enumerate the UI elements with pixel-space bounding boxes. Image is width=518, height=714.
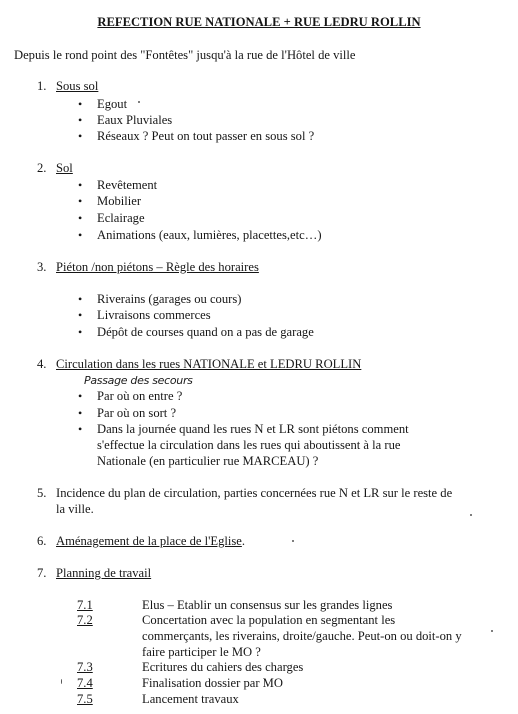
subsection-text: Elus – Etablir un consensus sur les grandes lignes	[142, 598, 393, 612]
list-item: • Eaux Pluviales	[97, 112, 172, 128]
list-item-continuation: s'effectue la circulation dans les rues qui aboutissent à la rue	[97, 438, 401, 452]
subsection-text: Finalisation dossier par MO	[142, 676, 283, 690]
section-text: la ville.	[56, 502, 94, 516]
section-number: 4.	[37, 357, 47, 371]
subsection-number: 7.4	[77, 676, 93, 690]
document-title: REFECTION RUE NATIONALE + RUE LEDRU ROLLIN	[97, 15, 421, 29]
section-title-line	[56, 533, 245, 549]
subsection-text: Concertation avec la population en segmentant les	[142, 613, 396, 627]
section-title: Planning de travail	[56, 566, 152, 580]
section-title: Aménagement de la place de l'Eglise	[56, 534, 242, 548]
list-item: • Egout	[97, 96, 127, 112]
scan-speck	[491, 630, 493, 632]
list-item: • Réseaux ? Peut on tout passer en sous sol ?	[97, 128, 314, 144]
list-item: • Animations (eaux, lumières, placettes,etc…)	[97, 227, 322, 243]
scan-speck	[61, 679, 62, 684]
section-title: Sous sol	[56, 79, 99, 93]
list-item: • Par où on entre ?	[97, 388, 182, 404]
scan-speck	[138, 101, 140, 103]
subsection-number: 7.5	[77, 692, 93, 706]
scan-speck	[470, 514, 472, 516]
section-title-suffix: .	[241, 534, 246, 548]
list-item: • Riverains (garages ou cours)	[97, 291, 241, 307]
list-item: • Dépôt de courses quand on a pas de garage	[97, 324, 314, 340]
list-item: • Livraisons commerces	[97, 307, 211, 323]
list-item: • Mobilier	[97, 193, 141, 209]
section-number: 1.	[37, 79, 47, 93]
subsection-text: Lancement travaux	[142, 692, 239, 706]
section-number: 2.	[37, 161, 47, 175]
section-number: 5.	[37, 486, 47, 500]
subsection-number: 7.3	[77, 660, 93, 674]
subsection-text: Ecritures du cahiers des charges	[142, 660, 304, 674]
section-number: 7.	[37, 566, 47, 580]
intro-text: Depuis le rond point des "Fontêtes" jusqu'à la rue de l'Hôtel de ville	[14, 48, 356, 62]
section-number: 3.	[37, 260, 47, 274]
subsection-number: 7.2	[77, 613, 93, 627]
subsection-text: commerçants, les riverains, droite/gauche. Peut-on ou doit-on y	[142, 629, 462, 643]
list-item: • Dans la journée quand les rues N et LR sont piétons comment	[97, 421, 409, 437]
subsection-text: faire participer le MO ?	[142, 645, 261, 659]
section-number: 6.	[37, 534, 47, 548]
subsection-number: 7.1	[77, 598, 93, 612]
list-item: • Eclairage	[97, 210, 145, 226]
section-title: Circulation dans les rues NATIONALE et LEDRU ROLLIN	[56, 357, 362, 371]
section-text: Incidence du plan de circulation, parties concernées rue N et LR sur le reste de	[56, 486, 453, 500]
section-title: Piéton /non piétons – Règle des horaires	[56, 260, 259, 274]
section-title: Sol	[56, 161, 73, 175]
list-item: • Par où on sort ?	[97, 405, 176, 421]
list-item-continuation: Nationale (en particulier rue MARCEAU) ?	[97, 454, 319, 468]
list-item: • Revêtement	[97, 177, 157, 193]
scan-speck	[292, 540, 294, 542]
handwritten-note: Passage des secours	[84, 374, 193, 387]
